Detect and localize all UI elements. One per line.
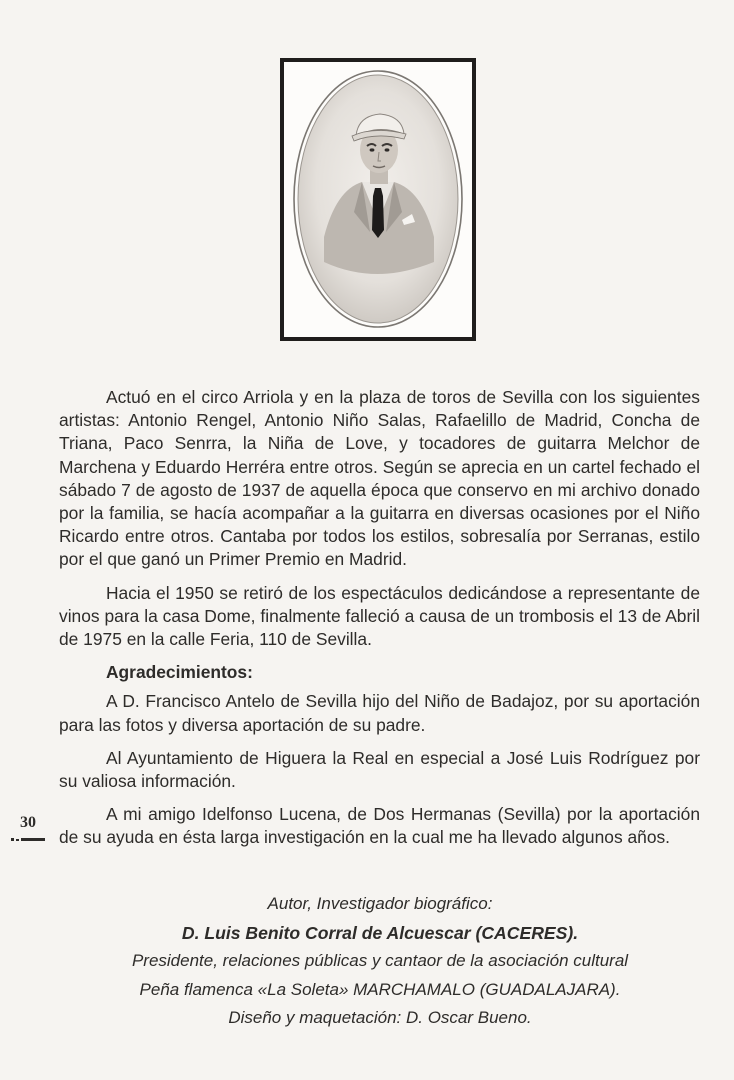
acknowledgement-item: A D. Francisco Antelo de Sevilla hijo del Niño de Badajoz, por su aportación para las fotos y diversa aportación de su padre.: [59, 691, 700, 735]
body-paragraph: Actuó en el circo Arriola y en la plaza de toros de Sevilla con los siguientes artistas: Antonio Rengel, Antonio Niño Salas, Rafaelillo de Madrid, Concha de Triana, Paco Senrra, la Niña de Love, y tocadores de guitarra Melchor de Marchena y Eduardo Herréra entre otros. Según se aprecia en un cartel fechado el sábado 7 de agosto de 1937 de aquella época que conservo en mi archivo donado por la familia, se hacía acompañar a la guitarra en diversas ocasiones por el Niño Ricardo entre otros. Cantaba por todos los estilos, sobresalía por Serranas, estilo por el que ganó un Primer Premio en Madrid.: [59, 387, 700, 570]
credits-design: Diseño y maquetación: D. Oscar Bueno.: [228, 1008, 532, 1028]
acknowledgement-item: A mi amigo Idelfonso Lucena, de Dos Hermanas (Sevilla) por la aportación de su ayuda en ésta larga investigación en la cual me ha llevado algunos años.: [59, 804, 700, 848]
credits-association: Peña flamenca «La Soleta» MARCHAMALO (GUADALAJARA).: [139, 979, 621, 999]
page-number: 30: [20, 814, 36, 831]
portrait-photo-inner: [284, 62, 472, 337]
credits-position: Presidente, relaciones públicas y cantaor de la asociación cultural: [131, 951, 629, 971]
portrait-illustration: [284, 62, 472, 337]
credits-role: Autor, Investigador biográfico:: [267, 894, 493, 913]
credits-block: [60, 890, 700, 1033]
acknowledgements-heading: Agradecimientos:: [106, 662, 253, 683]
credits-author: D. Luis Benito Corral de Alcuescar (CACERES).: [181, 922, 579, 943]
portrait-photo: [280, 58, 476, 341]
page-number-ornament: [11, 836, 45, 844]
acknowledgement-item: Al Ayuntamiento de Higuera la Real en especial a José Luis Rodríguez por su valiosa información.: [59, 747, 700, 792]
body-paragraph: Hacia el 1950 se retiró de los espectáculos dedicándose a representante de vinos para la casa Dome, finalmente falleció a causa de un trombosis el 13 de Abril de 1975 en la calle Feria, 110 de Sevilla.: [59, 582, 700, 650]
article-body: [59, 386, 700, 860]
